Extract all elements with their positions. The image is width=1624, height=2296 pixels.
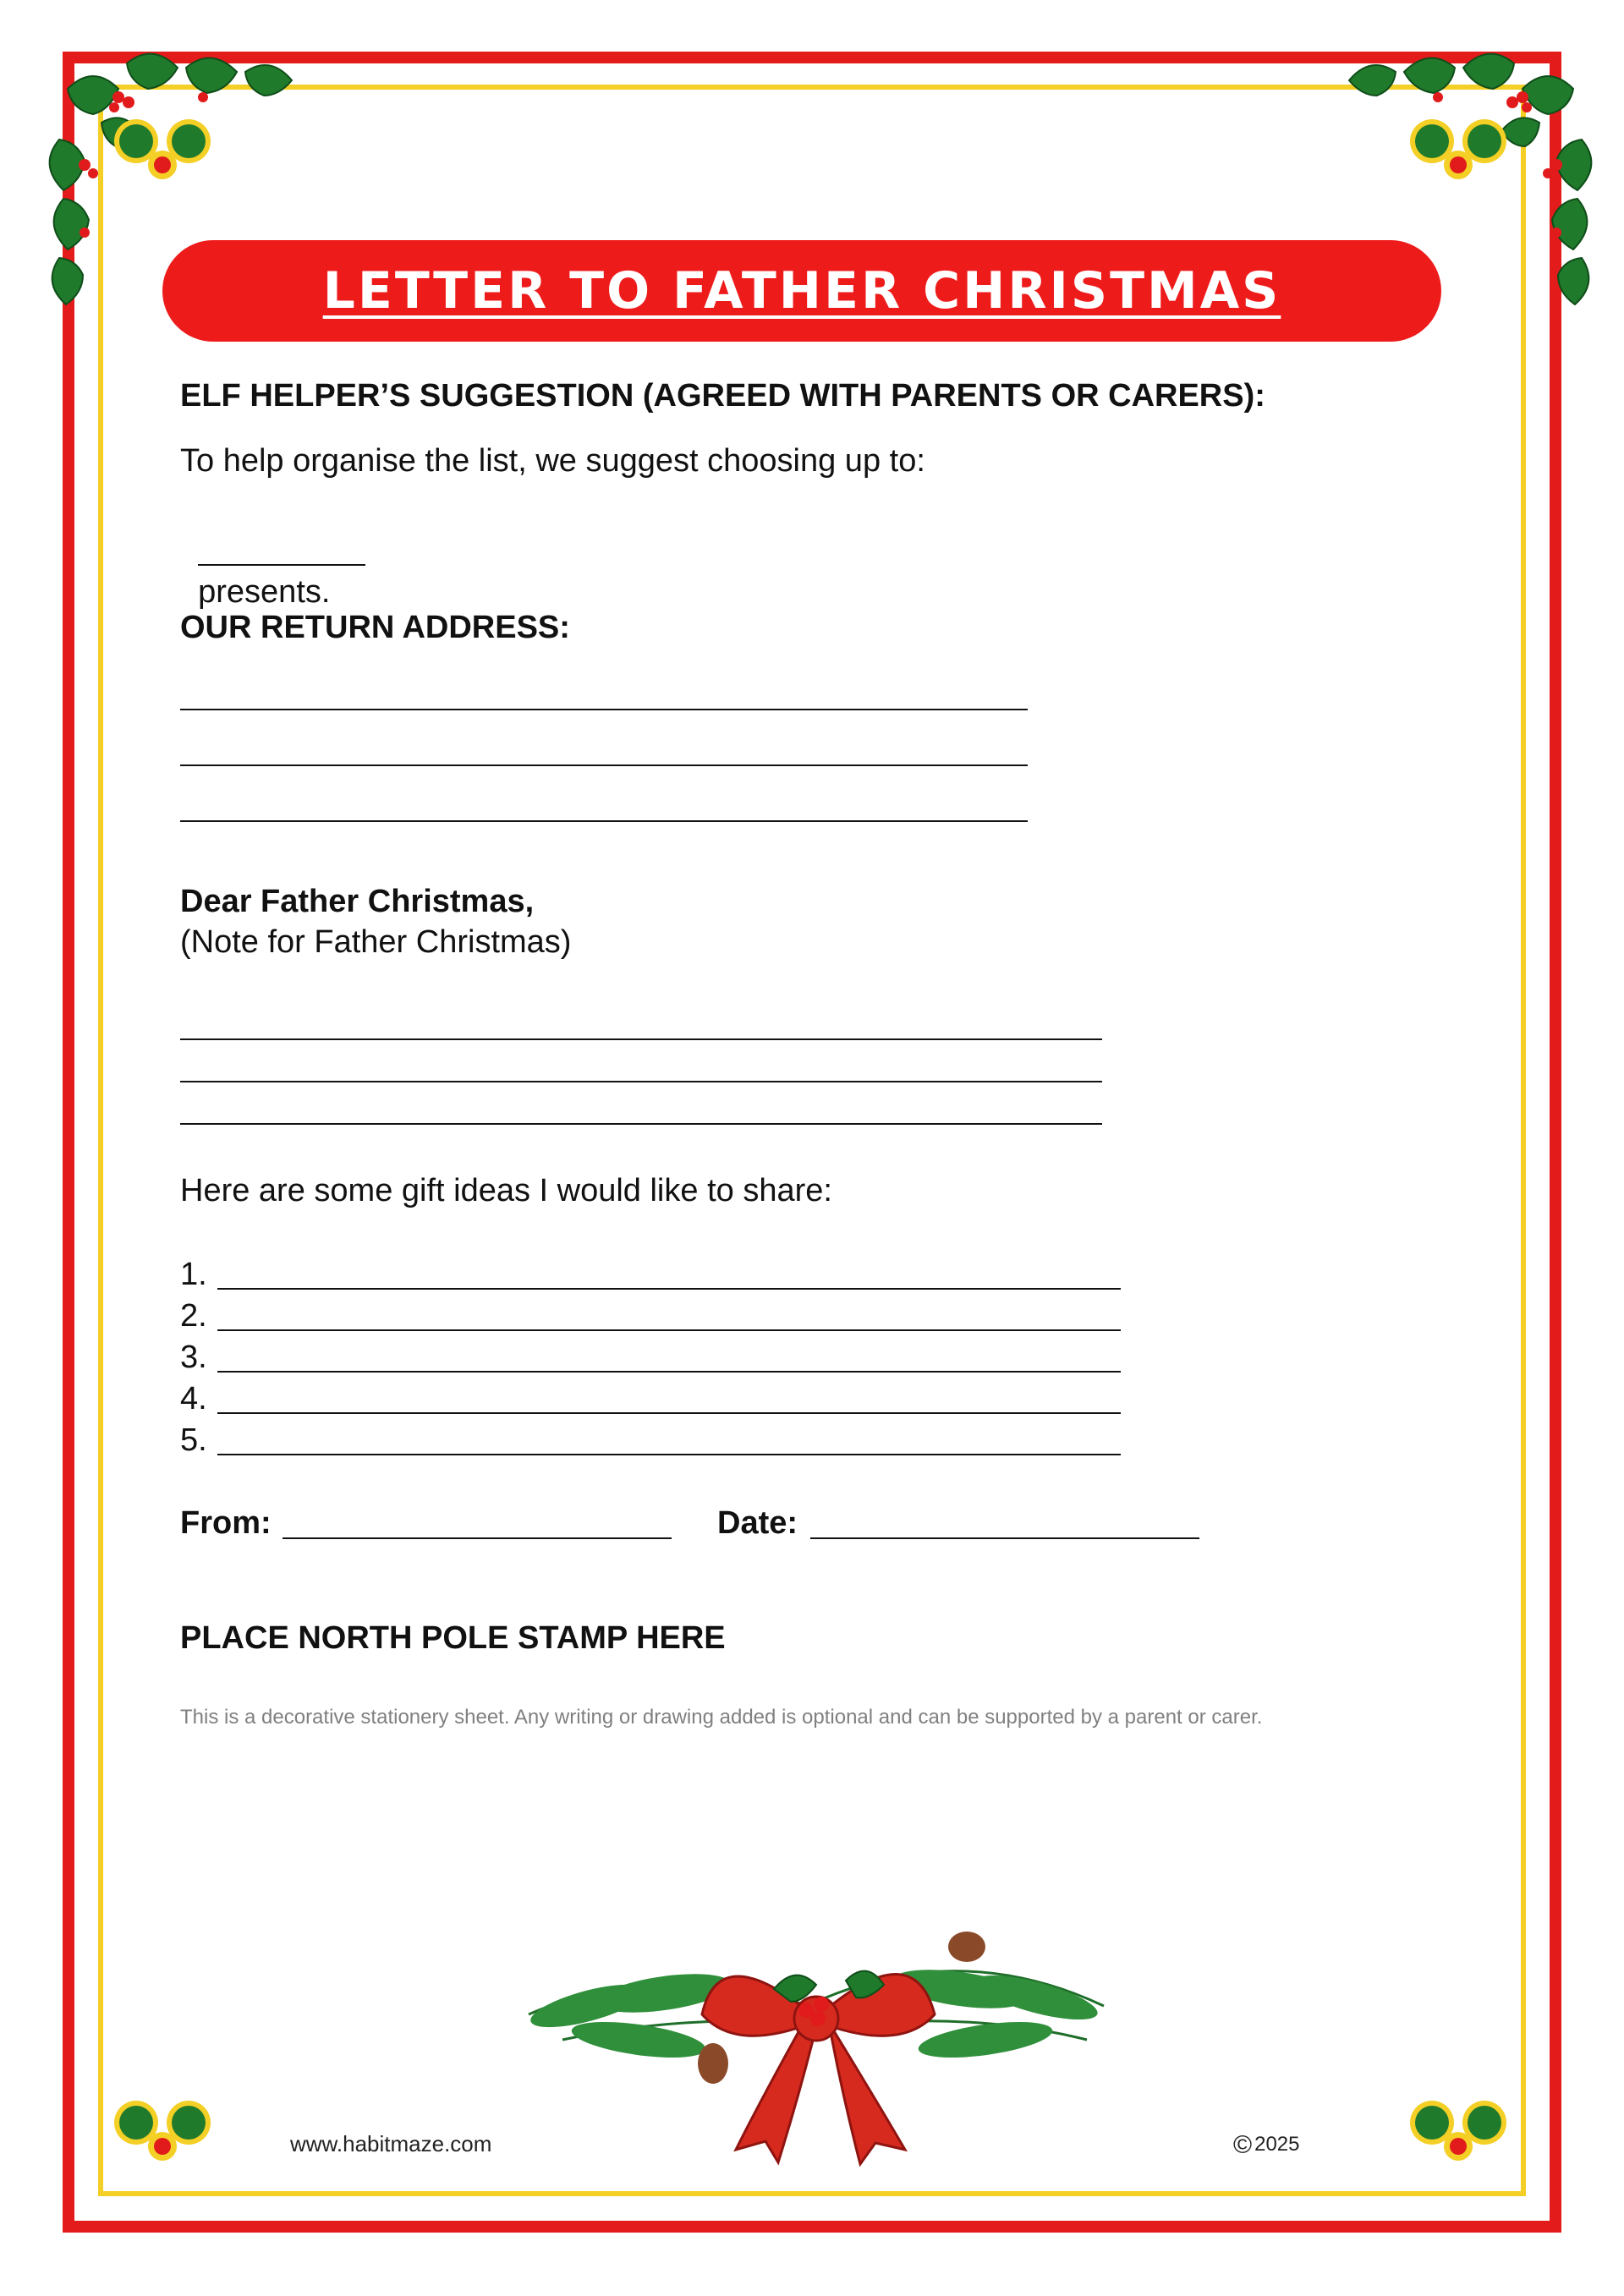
date-label: Date:: [717, 1505, 798, 1541]
gift-number: 3.: [180, 1340, 207, 1375]
berry-cluster-icon: [1408, 2097, 1513, 2163]
gift-number: 4.: [180, 1381, 207, 1417]
disclaimer-text: This is a decorative stationery sheet. Any writing or drawing added is optional and can be supported by a parent or carer.: [180, 1706, 1263, 1729]
footer-year: 2025: [1254, 2133, 1300, 2156]
presents-count-blank[interactable]: [198, 563, 365, 566]
presents-suffix: presents.: [198, 574, 331, 610]
gift-line[interactable]: [217, 1454, 1121, 1455]
gift-number: 5.: [180, 1422, 207, 1458]
letter-greeting: Dear Father Christmas,: [180, 884, 535, 919]
page-title: LETTER TO FATHER CHRISTMAS: [322, 261, 1281, 321]
address-line[interactable]: [180, 820, 1028, 822]
gift-number: 2.: [180, 1298, 207, 1334]
berry-cluster-icon: [112, 2097, 217, 2163]
date-field[interactable]: [810, 1537, 1199, 1539]
berry-cluster-icon: [1408, 116, 1513, 182]
gift-line[interactable]: [217, 1371, 1121, 1373]
presents-count-row: [180, 501, 365, 611]
address-line[interactable]: [180, 764, 1028, 766]
note-line[interactable]: [180, 1123, 1102, 1125]
gift-line[interactable]: [217, 1288, 1121, 1290]
return-address-heading: OUR RETURN ADDRESS:: [180, 610, 570, 645]
note-label: (Note for Father Christmas): [180, 924, 572, 960]
from-field[interactable]: [283, 1537, 672, 1539]
gift-line[interactable]: [217, 1412, 1121, 1414]
footer-url[interactable]: www.habitmaze.com: [290, 2131, 492, 2156]
gift-intro: Here are some gift ideas I would like to share:: [180, 1173, 832, 1208]
gift-number: 1.: [180, 1257, 207, 1292]
address-line[interactable]: [180, 709, 1028, 710]
footer-copyright: [1233, 2131, 1300, 2160]
berry-cluster-icon: [112, 116, 217, 182]
note-line[interactable]: [180, 1081, 1102, 1082]
stamp-label: PLACE NORTH POLE STAMP HERE: [180, 1620, 726, 1656]
elf-helper-intro: To help organise the list, we suggest choosing up to:: [180, 443, 925, 479]
gift-line[interactable]: [217, 1329, 1121, 1331]
title-banner: [162, 240, 1441, 342]
note-line[interactable]: [180, 1038, 1102, 1040]
copyright-icon: ©: [1233, 2131, 1253, 2159]
christmas-bow-garland-icon: [512, 1913, 1121, 2167]
from-label: From:: [180, 1505, 272, 1541]
elf-helper-heading: ELF HELPER’S SUGGESTION (AGREED WITH PARENTS OR CARERS):: [180, 378, 1265, 414]
